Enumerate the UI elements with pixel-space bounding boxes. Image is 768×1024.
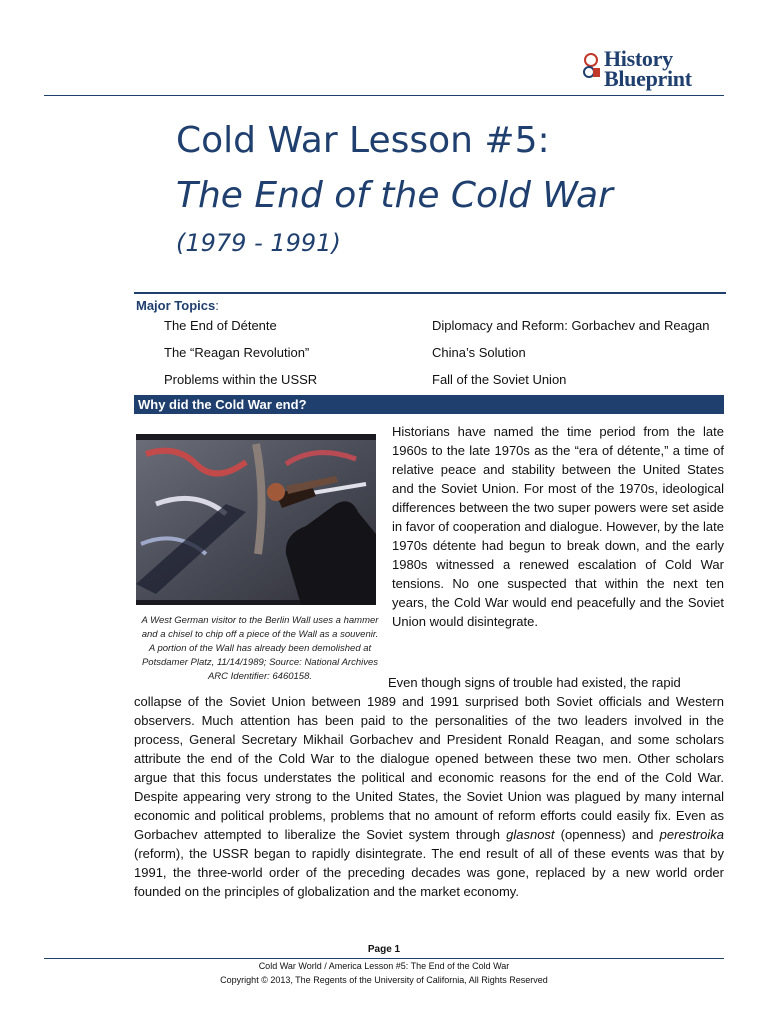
logo-emblem-icon [580, 52, 602, 82]
history-blueprint-logo [578, 46, 728, 98]
footer-divider [44, 958, 724, 959]
body-paragraph-2: collapse of the Soviet Union between 1989 and 1991 surprised both Soviet officials and Western observers. Much attention has been paid to the personalities of the two leaders involved in the process, General Secretary Mikhail Gorbachev and President Ronald Reagan, and some scholars attribute the end of the Cold War to the dialogue opened between these two men. Other scholars argue that this focus understates the political and economic reasons for the end of the Cold War. Despite appearing very strong to the United States, the Soviet Union was plagued by many internal economic and political problems, problems that no amount of reform efforts could easily fix. Even as Gorbachev attempted to liberalize the Soviet system through glasnost (openness) and perestroika (reform), the USSR began to rapidly disintegrate. The end result of all of these events was that by 1991, the three-world order of the preceding decades was gone, replaced by a new world order founded on the principles of globalization and the market economy. [134, 694, 724, 899]
topics-divider [134, 292, 726, 294]
topic-item: The End of Détente [164, 318, 277, 333]
topic-item: The “Reagan Revolution” [164, 345, 310, 360]
footer-lesson-title: Cold War World / America Lesson #5: The End of the Cold War [258, 961, 510, 971]
body-paragraph-1: Historians have named the time period from the late 1960s to the late 1970s as the “era of détente,” a time of relative peace and stability between the United States and the Soviet Union. For most of the 1970s, ideological differences between the two super powers were set aside in favor of cooperation and dialogue. However, by the late 1970s détente had begun to break down, and the early 1980s witnessed a renewed escalation of Cold War tensions. No one suspected that within the next ten years, the Cold War would end peacefully and the Soviet Union would disintegrate. [392, 424, 724, 629]
body-paragraph-2-start: Even though signs of trouble had existed, the rapid [388, 675, 681, 690]
lesson-title: Cold War Lesson #5: [176, 120, 550, 161]
topic-item: Fall of the Soviet Union [432, 372, 567, 387]
section-heading-bar [134, 395, 724, 414]
lesson-date-range: (1979 - 1991) [176, 229, 341, 257]
topic-item: China’s Solution [432, 345, 526, 360]
header-divider [44, 95, 724, 96]
logo-text-history: History [604, 46, 673, 71]
lesson-subtitle: The End of the Cold War [176, 175, 613, 216]
logo-text-blueprint: Blueprint [604, 66, 692, 91]
page-number: Page 1 [367, 944, 401, 955]
section-heading: Why did the Cold War end? [138, 397, 307, 412]
term-glasnost: glasnost [506, 827, 555, 842]
photo-caption: A West German visitor to the Berlin Wall uses a hammer and a chisel to chip off a piece of the Wall as a souvenir. A portion of the Wall has already been demolished at Potsdamer Platz, 11/14/1989; Source: National Archives ARC Identifier: 6460158. [141, 615, 379, 682]
topic-item: Problems within the USSR [164, 372, 318, 387]
major-topics-label: Major Topics: [136, 298, 219, 313]
topic-item: Diplomacy and Reform: Gorbachev and Reagan [432, 318, 710, 333]
footer-copyright: Copyright © 2013, The Regents of the University of California, All Rights Reserved [220, 975, 548, 985]
berlin-wall-photo [136, 434, 376, 605]
term-perestroika: perestroika [659, 827, 724, 842]
